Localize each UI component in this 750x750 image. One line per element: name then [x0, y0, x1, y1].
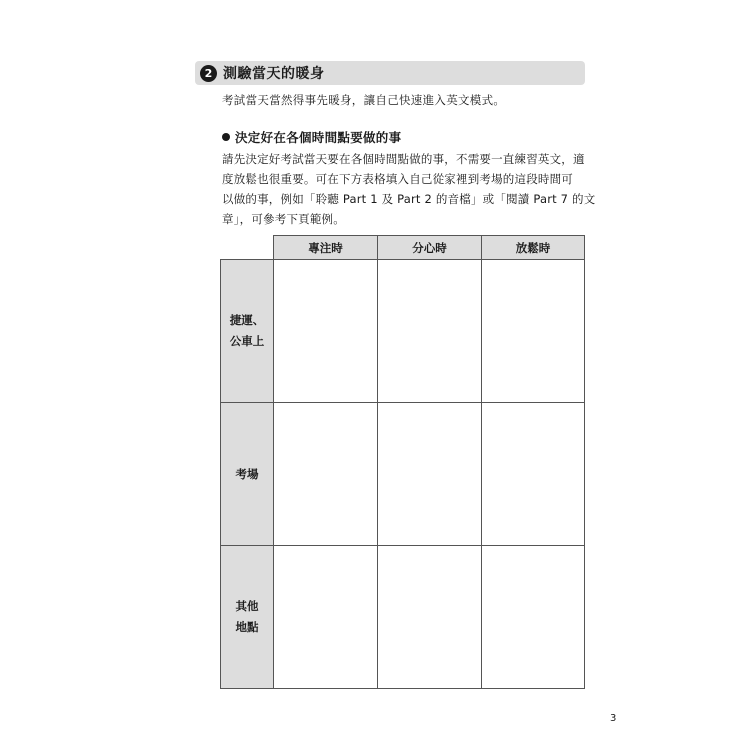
row-header-exam-site [220, 402, 274, 546]
table-cell-other-relaxed[interactable] [481, 545, 585, 689]
section-number-badge: 2 [200, 65, 217, 82]
paragraph-line: 以做的事，例如「聆聽 Part 1 及 Part 2 的音檔」或「閱讀 Part 7 的文 [222, 192, 596, 206]
row-header-other [220, 545, 274, 689]
column-header-focus: 專注時 [273, 235, 378, 260]
table-cell-exam-focus[interactable] [273, 402, 378, 546]
paragraph-line: 度放鬆也很重要。可在下方表格填入自己從家裡到考場的這段時間可 [222, 172, 573, 186]
column-header-distracted: 分心時 [377, 235, 482, 260]
paragraph-line: 請先決定好考試當天要在各個時間點做的事，不需要一直練習英文，適 [222, 152, 585, 166]
page-number: 3 [610, 713, 617, 724]
subsection-heading-text: 決定好在各個時間點要做的事 [235, 130, 402, 145]
section-title: 測驗當天的暖身 [223, 66, 325, 82]
table-cell-transit-distracted[interactable] [377, 259, 482, 403]
table-cell-other-focus[interactable] [273, 545, 378, 689]
instruction-paragraph [222, 149, 596, 229]
subsection-heading [222, 128, 401, 146]
row-header-line: 公車上 [229, 334, 265, 348]
table-cell-exam-distracted[interactable] [377, 402, 482, 546]
bullet-icon [222, 133, 230, 141]
table-cell-transit-relaxed[interactable] [481, 259, 585, 403]
paragraph-line: 章」，可參考下頁範例。 [222, 212, 345, 226]
row-header-line: 其他 [235, 599, 259, 613]
column-header-relaxed: 放鬆時 [481, 235, 585, 260]
schedule-table [220, 235, 585, 689]
section-header [195, 61, 585, 85]
intro-text: 考試當天當然得事先暖身，讓自己快速進入英文模式。 [222, 93, 506, 107]
row-header-line: 捷運、 [229, 313, 265, 327]
row-header-transit [220, 259, 274, 403]
table-cell-other-distracted[interactable] [377, 545, 482, 689]
table-cell-exam-relaxed[interactable] [481, 402, 585, 546]
table-cell-transit-focus[interactable] [273, 259, 378, 403]
row-header-line: 考場 [235, 466, 259, 481]
row-header-line: 地點 [235, 620, 259, 634]
